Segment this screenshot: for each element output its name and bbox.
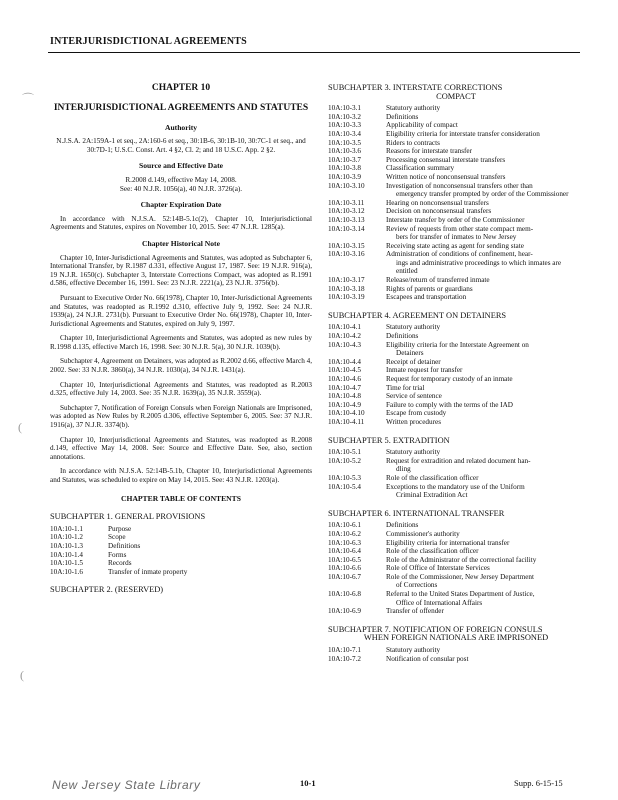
history-paragraph: Chapter 10, Inter-Jurisdictional Agreements and Statutes, was adopted as Subchapter 6, International Transfer, by R.1987 d.331, effective August 17, 1987. See: 19 N.J.R. 916(a), 19 N.J.R. 1650(c). Subchapter 3, Interstate Corrections Compact, was adopted as R.1991 d.586, effective December 16, 1991. See: 23 N.J.R. 2221(a), 23 N.J.R. 3756(b). bbox=[50, 253, 312, 288]
section-title bbox=[386, 607, 584, 616]
section-number: 10A:10-6.6 bbox=[328, 564, 361, 573]
section-title bbox=[386, 285, 584, 294]
margin-mark: ( bbox=[20, 668, 24, 682]
section-number: 10A:10-5.2 bbox=[328, 456, 361, 465]
section-title-text: Service of sentence bbox=[386, 392, 442, 401]
section-title bbox=[386, 104, 584, 113]
toc-list bbox=[328, 448, 584, 500]
section-title bbox=[386, 225, 584, 242]
section-title bbox=[386, 358, 584, 367]
section-title-text: Request for extradition and related document han- bbox=[386, 456, 531, 465]
section-title-text: Applicability of compact bbox=[386, 121, 458, 130]
toc-row bbox=[328, 573, 584, 590]
toc-row bbox=[328, 607, 584, 616]
section-number: 10A:10-3.17 bbox=[328, 276, 365, 285]
section-title bbox=[386, 457, 584, 474]
section-title: Scope bbox=[108, 533, 126, 542]
section-title-text: Hearing on nonconsensual transfers bbox=[386, 198, 489, 207]
section-number: 10A:10-4.9 bbox=[328, 400, 361, 409]
section-title bbox=[386, 113, 584, 122]
toc-row bbox=[50, 551, 312, 560]
section-title bbox=[386, 483, 584, 500]
section-number: 10A:10-3.8 bbox=[328, 164, 361, 173]
subchapter-heading: SUBCHAPTER 5. EXTRADITION bbox=[328, 435, 450, 445]
section-title bbox=[386, 199, 584, 208]
toc-row bbox=[328, 366, 584, 375]
section-title bbox=[386, 341, 584, 358]
toc-row bbox=[328, 646, 584, 655]
history-paragraph: Pursuant to Executive Order No. 66(1978), Chapter 10, Inter-Jurisdictional Agreements and Statutes, was readopted as R.1992 d.310, effective July 9, 1992. See: 24 N.J.R. 1939(a), 24 N.J.R. 2731(b). Pursuant to Executive Order No. 66(1978), Chapter 10, Inter-Jurisdictional Agreements and Statutes, expired on July 9, 1997. bbox=[50, 293, 312, 328]
section-title bbox=[386, 392, 584, 401]
section-number: 10A:10-1.1 bbox=[50, 524, 83, 533]
section-title bbox=[386, 401, 584, 410]
section-number: 10A:10-6.4 bbox=[328, 547, 361, 556]
section-title bbox=[386, 250, 584, 276]
section-number: 10A:10-3.11 bbox=[328, 198, 365, 207]
subchapter-heading bbox=[328, 84, 584, 101]
section-number: 10A:10-6.7 bbox=[328, 572, 361, 581]
toc-row bbox=[328, 392, 584, 401]
margin-mark: ⌒ bbox=[22, 92, 35, 106]
section-title-text: Processing consensual interstate transfers bbox=[386, 155, 506, 164]
section-title-text: Inmate request for transfer bbox=[386, 366, 463, 375]
section-title-text: Receiving state acting as agent for sending state bbox=[386, 241, 524, 250]
section-title bbox=[386, 130, 584, 139]
chapter-title: INTERJURISDICTIONAL AGREEMENTS AND STATUTES bbox=[53, 102, 309, 113]
section-number: 10A:10-1.5 bbox=[50, 559, 83, 568]
section-title: Records bbox=[108, 559, 132, 568]
authority-heading: Authority bbox=[164, 122, 198, 132]
section-title-text: Notification of consular post bbox=[386, 654, 469, 663]
section-title bbox=[386, 375, 584, 384]
section-number: 10A:10-4.4 bbox=[328, 357, 361, 366]
section-title bbox=[386, 332, 584, 341]
toc-row bbox=[328, 530, 584, 539]
section-title-text: Referral to the United States Department of Justice, bbox=[386, 590, 535, 599]
toc-row bbox=[328, 242, 584, 251]
section-title bbox=[386, 216, 584, 225]
section-title bbox=[386, 521, 584, 530]
section-title bbox=[386, 164, 584, 173]
section-title bbox=[386, 147, 584, 156]
toc-row bbox=[328, 276, 584, 285]
toc-row bbox=[50, 568, 312, 577]
toc-row bbox=[328, 539, 584, 548]
subchapter-heading: SUBCHAPTER 2. (RESERVED) bbox=[50, 585, 164, 595]
section-number: 10A:10-4.3 bbox=[328, 340, 361, 349]
section-title bbox=[386, 564, 584, 573]
section-title bbox=[386, 530, 584, 539]
section-number: 10A:10-1.2 bbox=[50, 533, 83, 542]
toc-row bbox=[328, 285, 584, 294]
section-number: 10A:10-4.7 bbox=[328, 383, 361, 392]
section-number: 10A:10-3.16 bbox=[328, 250, 365, 259]
subchapter-heading-line: SUBCHAPTER 7. NOTIFICATION OF FOREIGN CONSULS bbox=[328, 624, 543, 634]
section-title-continuation: of Corrections bbox=[396, 581, 438, 590]
section-title-text: Commissioner's authority bbox=[386, 529, 460, 538]
section-title bbox=[386, 156, 584, 165]
section-title bbox=[386, 139, 584, 148]
toc-heading: CHAPTER TABLE OF CONTENTS bbox=[121, 493, 241, 503]
section-title bbox=[386, 121, 584, 130]
section-title bbox=[386, 655, 584, 664]
section-title-continuation: Detainers bbox=[396, 349, 424, 358]
section-number: 10A:10-4.6 bbox=[328, 375, 361, 383]
section-title bbox=[386, 474, 584, 483]
section-number: 10A:10-4.5 bbox=[328, 366, 361, 375]
section-title-text: Classification summary bbox=[386, 164, 455, 173]
toc-row bbox=[328, 547, 584, 556]
toc-row bbox=[328, 564, 584, 573]
subchapter-heading-line: COMPACT bbox=[436, 91, 476, 101]
section-number: 10A:10-3.3 bbox=[328, 121, 361, 130]
toc-row bbox=[328, 199, 584, 208]
section-title bbox=[386, 590, 584, 607]
section-number: 10A:10-6.2 bbox=[328, 529, 361, 538]
toc-row bbox=[50, 533, 312, 542]
source-heading: Source and Effective Date bbox=[138, 161, 223, 171]
section-title bbox=[386, 323, 584, 332]
margin-mark: ( bbox=[18, 420, 22, 434]
section-title-continuation: Office of International Affairs bbox=[396, 598, 483, 607]
toc-row bbox=[328, 332, 584, 341]
toc-row bbox=[328, 156, 584, 165]
toc-row bbox=[328, 121, 584, 130]
section-number: 10A:10-7.2 bbox=[328, 654, 361, 663]
section-title-text: Failure to comply with the terms of the IAD bbox=[386, 400, 513, 409]
section-title-continuation: bers for transfer of inmates to New Jersey bbox=[396, 233, 517, 242]
section-title-text: Written procedures bbox=[386, 417, 441, 426]
section-number: 10A:10-4.2 bbox=[328, 332, 361, 341]
section-number: 10A:10-7.1 bbox=[328, 646, 361, 655]
toc-row bbox=[328, 358, 584, 367]
header-rule bbox=[48, 52, 580, 53]
section-number: 10A:10-6.5 bbox=[328, 555, 361, 564]
subchapter-heading: SUBCHAPTER 4. AGREEMENT ON DETAINERS bbox=[328, 310, 507, 320]
section-number: 10A:10-3.1 bbox=[328, 104, 361, 113]
toc-row bbox=[328, 216, 584, 225]
section-title: Purpose bbox=[108, 524, 132, 533]
history-paragraph: In accordance with N.J.S.A. 52:14B-5.1b, Chapter 10, Interjurisdictional Agreements and Statutes, was scheduled to expire on May 14, 2015. See: 43 N.J.R. 1203(a). bbox=[50, 467, 312, 484]
chapter-number: CHAPTER 10 bbox=[151, 83, 211, 93]
toc-row bbox=[328, 293, 584, 302]
toc-row bbox=[328, 113, 584, 122]
toc-row bbox=[328, 384, 584, 393]
section-number: 10A:10-3.10 bbox=[328, 181, 365, 190]
section-number: 10A:10-5.4 bbox=[328, 482, 361, 491]
section-number: 10A:10-1.3 bbox=[50, 541, 83, 550]
section-title bbox=[386, 646, 584, 655]
section-title: Forms bbox=[108, 550, 127, 559]
history-heading: Chapter Historical Note bbox=[142, 238, 220, 248]
toc-row bbox=[328, 521, 584, 530]
section-title-text: Statutory authority bbox=[386, 104, 441, 113]
subchapter-heading: SUBCHAPTER 6. INTERNATIONAL TRANSFER bbox=[328, 508, 505, 518]
section-title-continuation: ings and administrative proceedings to which inmates are entitled bbox=[396, 258, 562, 276]
section-title-text: Release/return of transferred inmate bbox=[386, 276, 490, 285]
toc-row bbox=[328, 164, 584, 173]
section-title-text: Definitions bbox=[386, 112, 419, 121]
section-number: 10A:10-3.19 bbox=[328, 293, 365, 302]
toc-row bbox=[328, 655, 584, 664]
section-title-text: Statutory authority bbox=[386, 448, 441, 457]
section-title bbox=[386, 384, 584, 393]
section-number: 10A:10-3.15 bbox=[328, 241, 365, 250]
section-number: 10A:10-3.12 bbox=[328, 207, 365, 216]
section-title-text: Role of the Administrator of the correctional facility bbox=[386, 555, 537, 564]
toc-row bbox=[328, 474, 584, 483]
source-line: See: 40 N.J.R. 1056(a), 40 N.J.R. 3726(a). bbox=[119, 184, 243, 193]
section-title: Definitions bbox=[108, 541, 141, 550]
section-title-text: Eligibility criteria for interstate transfer consideration bbox=[386, 129, 540, 138]
section-number: 10A:10-3.6 bbox=[328, 147, 361, 156]
section-title-text: Time for trial bbox=[386, 383, 425, 392]
toc-row bbox=[328, 457, 584, 474]
toc-row bbox=[328, 590, 584, 607]
section-title-text: Review of requests from other state compact mem- bbox=[386, 224, 534, 233]
section-number: 10A:10-5.1 bbox=[328, 448, 361, 457]
section-number: 10A:10-1.6 bbox=[50, 567, 83, 576]
section-number: 10A:10-4.8 bbox=[328, 392, 361, 401]
toc-row bbox=[328, 418, 584, 427]
section-number: 10A:10-5.3 bbox=[328, 473, 361, 482]
section-title bbox=[386, 547, 584, 556]
subchapter-heading-line: SUBCHAPTER 3. INTERSTATE CORRECTIONS bbox=[328, 83, 503, 92]
section-number: 10A:10-6.1 bbox=[328, 521, 361, 530]
toc-row bbox=[328, 375, 584, 384]
section-number: 10A:10-6.9 bbox=[328, 607, 361, 616]
toc-row bbox=[328, 556, 584, 565]
section-number: 10A:10-3.9 bbox=[328, 172, 361, 181]
subchapter-heading: SUBCHAPTER 1. GENERAL PROVISIONS bbox=[50, 512, 206, 522]
section-number: 10A:10-6.3 bbox=[328, 538, 361, 547]
toc-row bbox=[50, 542, 312, 551]
section-number: 10A:10-3.4 bbox=[328, 129, 361, 138]
section-title bbox=[386, 573, 584, 590]
section-title bbox=[386, 173, 584, 182]
section-title-text: Investigation of nonconsensual transfers other than bbox=[386, 181, 533, 190]
expiration-heading: Chapter Expiration Date bbox=[140, 200, 222, 210]
section-title-text: Statutory authority bbox=[386, 323, 441, 332]
toc-row bbox=[328, 250, 584, 276]
section-number: 10A:10-3.2 bbox=[328, 112, 361, 121]
authority-text: N.J.S.A. 2A:159A-1 et seq., 2A:160-6 et seq., 30:1B-6, 30:1B-10, 30:7C-1 et seq., and 30:7D-1; U.S.C. Const. Art. 4 §2, Cl. 2; and 18 U.S.C. App. 2 §2. bbox=[56, 137, 306, 154]
toc-row bbox=[328, 225, 584, 242]
toc-row bbox=[50, 525, 312, 534]
toc-row bbox=[328, 147, 584, 156]
section-title-text: Reasons for interstate transfer bbox=[386, 147, 473, 156]
section-number: 10A:10-1.4 bbox=[50, 550, 83, 559]
section-title-text: Eligibility criteria for the Interstate Agreement on bbox=[386, 340, 529, 349]
toc-row bbox=[328, 409, 584, 418]
source-line: R.2008 d.149, effective May 14, 2008. bbox=[125, 175, 237, 184]
toc-row bbox=[328, 130, 584, 139]
toc-list bbox=[328, 521, 584, 616]
toc-list bbox=[328, 646, 584, 663]
history-paragraph: Chapter 10, Interjurisdictional Agreements and Statutes, was readopted as R.2008 d.149, effective May 14, 2008. See: Source and Effective Date. See, also, section annotations. bbox=[50, 435, 312, 461]
section-title bbox=[386, 182, 584, 199]
section-title-text: Administration of conditions of confinement, hear- bbox=[386, 250, 533, 259]
section-title-text: Written notice of nonconsensual transfers bbox=[386, 172, 506, 181]
section-title bbox=[386, 276, 584, 285]
section-title-text: Role of the classification officer bbox=[386, 547, 479, 556]
section-title bbox=[386, 556, 584, 565]
section-title bbox=[386, 539, 584, 548]
section-number: 10A:10-4.11 bbox=[328, 417, 365, 426]
right-column bbox=[328, 82, 584, 663]
section-number: 10A:10-6.8 bbox=[328, 590, 361, 599]
section-title-text: Interstate transfer by order of the Commissioner bbox=[386, 215, 525, 224]
section-title bbox=[386, 418, 584, 427]
history-paragraph: Subchapter 4, Agreement on Detainers, was adopted as R.2002 d.66, effective March 4, 2002. See: 33 N.J.R. 3860(a), 34 N.J.R. 1030(a), 34 N.J.R. 1431(a). bbox=[50, 357, 312, 375]
section-title bbox=[386, 242, 584, 251]
history-paragraph: Subchapter 7, Notification of Foreign Consuls when Foreign Nationals are Imprisoned, was adopted as New Rules by R.2005 d.306, effective September 6, 2005. See: 37 N.J.R. 1916(a), 37 N.J.R. 3374(b). bbox=[50, 403, 312, 430]
toc-row bbox=[328, 173, 584, 182]
toc-row bbox=[328, 483, 584, 500]
section-title-continuation: dling bbox=[396, 465, 411, 474]
section-title-text: Escapees and transportation bbox=[386, 293, 467, 302]
section-title bbox=[386, 448, 584, 457]
history-paragraph: Chapter 10, Interjurisdictional Agreements and Statutes, was readopted as R.2003 d.325, effective July 14, 2003. See: 35 N.J.R. 1639(a), 35 N.J.R. 3559(a). bbox=[50, 380, 312, 398]
section-title-text: Exceptions to the mandatory use of the Uniform bbox=[386, 482, 525, 491]
section-number: 10A:10-3.18 bbox=[328, 284, 365, 293]
section-title bbox=[386, 409, 584, 418]
section-number: 10A:10-4.10 bbox=[328, 409, 365, 418]
section-title-text: Receipt of detainer bbox=[386, 357, 441, 366]
left-column bbox=[50, 82, 312, 598]
page-number: 10-1 bbox=[300, 778, 316, 788]
section-title bbox=[386, 366, 584, 375]
section-title-text: Role of Office of Interstate Services bbox=[386, 564, 490, 573]
section-title-text: Role of the Commissioner, New Jersey Department bbox=[386, 572, 535, 581]
history-paragraph: Chapter 10, Interjurisdictional Agreements and Statutes, was adopted as new rules by R.1998 d.135, effective March 16, 1998. See: 30 N.J.R. 5(a), 30 N.J.R. 1039(b). bbox=[50, 334, 312, 351]
section-title-text: Request for temporary custody of an inmate bbox=[386, 375, 513, 383]
section-number: 10A:10-3.13 bbox=[328, 215, 365, 224]
toc-row bbox=[328, 207, 584, 216]
subchapter-heading-line: WHEN FOREIGN NATIONALS ARE IMPRISONED bbox=[363, 633, 549, 643]
toc-list bbox=[328, 323, 584, 426]
toc-list bbox=[328, 104, 584, 302]
section-number: 10A:10-3.5 bbox=[328, 138, 361, 147]
section-title bbox=[386, 207, 584, 216]
section-title: Transfer of inmate property bbox=[108, 567, 188, 576]
toc-row bbox=[50, 559, 312, 568]
toc-row bbox=[328, 341, 584, 358]
expiration-text: In accordance with N.J.S.A. 52:14B-5.1c(2), Chapter 10, Interjurisdictional Agreements and Statutes, expires on November 10, 2015. See: 47 N.J.R. 1285(a). bbox=[50, 214, 312, 232]
section-title-text: Eligibility criteria for international transfer bbox=[386, 538, 510, 547]
section-number: 10A:10-3.7 bbox=[328, 155, 361, 164]
toc-row bbox=[328, 182, 584, 199]
section-title-text: Riders to contracts bbox=[386, 138, 440, 147]
toc-row bbox=[328, 139, 584, 148]
section-title-text: Statutory authority bbox=[386, 646, 441, 655]
section-title-text: Rights of parents or guardians bbox=[386, 284, 473, 293]
section-title-text: Transfer of offender bbox=[386, 607, 444, 616]
subchapter-heading bbox=[328, 626, 584, 643]
section-title bbox=[386, 293, 584, 302]
running-head: INTERJURISDICTIONAL AGREEMENTS bbox=[50, 36, 247, 47]
section-title-text: Decision on nonconsensual transfers bbox=[386, 207, 492, 216]
section-title-text: Definitions bbox=[386, 521, 419, 530]
library-watermark: New Jersey State Library bbox=[52, 778, 201, 792]
section-title-text: Role of the classification officer bbox=[386, 473, 479, 482]
toc-row bbox=[328, 104, 584, 113]
section-title-text: Definitions bbox=[386, 332, 419, 341]
section-title-text: Escape from custody bbox=[386, 409, 447, 418]
section-title-continuation: emergency transfer prompted by order of the Commissioner bbox=[396, 190, 569, 199]
section-number: 10A:10-4.1 bbox=[328, 323, 361, 332]
toc-row bbox=[328, 323, 584, 332]
toc-list bbox=[50, 525, 312, 577]
section-title-continuation: Criminal Extradition Act bbox=[396, 491, 468, 500]
toc-row bbox=[328, 401, 584, 410]
supplement-date: Supp. 6-15-15 bbox=[514, 778, 563, 788]
toc-row bbox=[328, 448, 584, 457]
section-number: 10A:10-3.14 bbox=[328, 224, 365, 233]
